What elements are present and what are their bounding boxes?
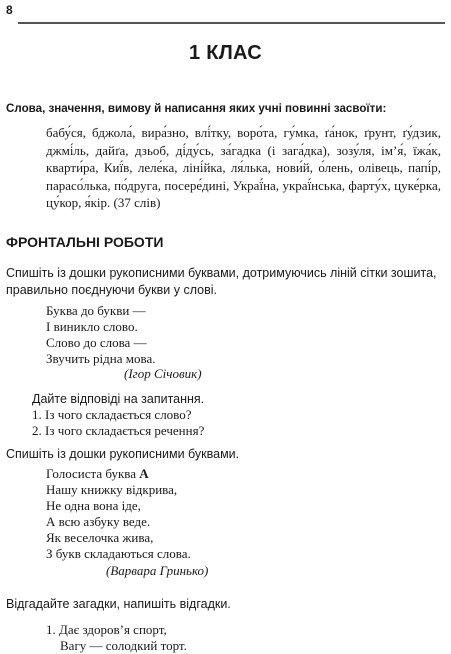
task-instruction-2: Дайте відповіді на запитання. (32, 392, 205, 406)
riddle-line: 1. Дає здоров’я спорт, (46, 622, 167, 637)
question-item: 2. Із чого складається речення? (32, 423, 205, 438)
poem-line: Нашу книжку відкрива, (46, 482, 178, 497)
poem-line: Буква до букви — (46, 303, 146, 318)
vocabulary-intro: Слова, значення, вимову й написання яких учні повинні засвоїти: (6, 102, 387, 115)
poem-line: Не одна вона іде, (46, 498, 141, 513)
poem-line-text: Голосиста буква (46, 466, 140, 481)
poem-line: Як веселочка жива, (46, 530, 154, 545)
page-number: 8 (6, 3, 13, 17)
poem-line: А всю азбуку веде. (46, 514, 151, 529)
question-item: 1. Із чого складається слово? (32, 407, 192, 422)
poem-line: Слово до слова — (46, 335, 147, 350)
question-list (32, 407, 204, 439)
riddle-1 (46, 622, 187, 654)
task-instruction-3: Спишіть із дошки рукописними буквами. (6, 447, 240, 461)
poem-2 (46, 466, 191, 562)
poem-1-author: (Ігор Січовик) (124, 366, 202, 381)
section-title: ФРОНТАЛЬНІ РОБОТИ (6, 234, 164, 250)
poem-line: Звучить рідна мова. (46, 351, 156, 366)
poem-1 (46, 303, 155, 367)
task-instruction-1: Спишіть із дошки рукописними буквами, дотримуючись ліній сітки зошита, правильно поєднуючи букви у слові. (6, 266, 437, 297)
vocabulary-list: бабу́ся, бджола́, вира́зно, влі́тку, воро́та, гу́мка, ґа́нок, ґрунт, ґу́дзик, джмі́ль, дайґа, дзьоб, ді́ду́сь, за́гадка (і зага́дка), зозу́ля, ім’я́, їжа́к, кварти́ра, Киї́в, леле́ка, ліні́йка, ля́лька, нови́й, о́лень, олівець, папі́р, парасо́лька, по́друга, посере́дині, Украї́на, украї́нська, фарту́х, цуке́рка, цу́кор, я́кір. (37 слів) (46, 125, 441, 210)
poem-2-author: (Варвара Гринько) (106, 563, 209, 578)
task-instruction-4: Відгадайте загадки, напишіть відгадки. (6, 597, 231, 611)
poem-line (46, 466, 191, 482)
poem-line: І виникло слово. (46, 319, 138, 334)
bold-letter: А (139, 466, 149, 481)
page-title: 1 КЛАС (188, 42, 263, 64)
header-rule (18, 22, 445, 24)
riddle-line: Вагу — солодкий торт. (60, 638, 187, 653)
poem-line: З букв складаються слова. (46, 546, 191, 561)
